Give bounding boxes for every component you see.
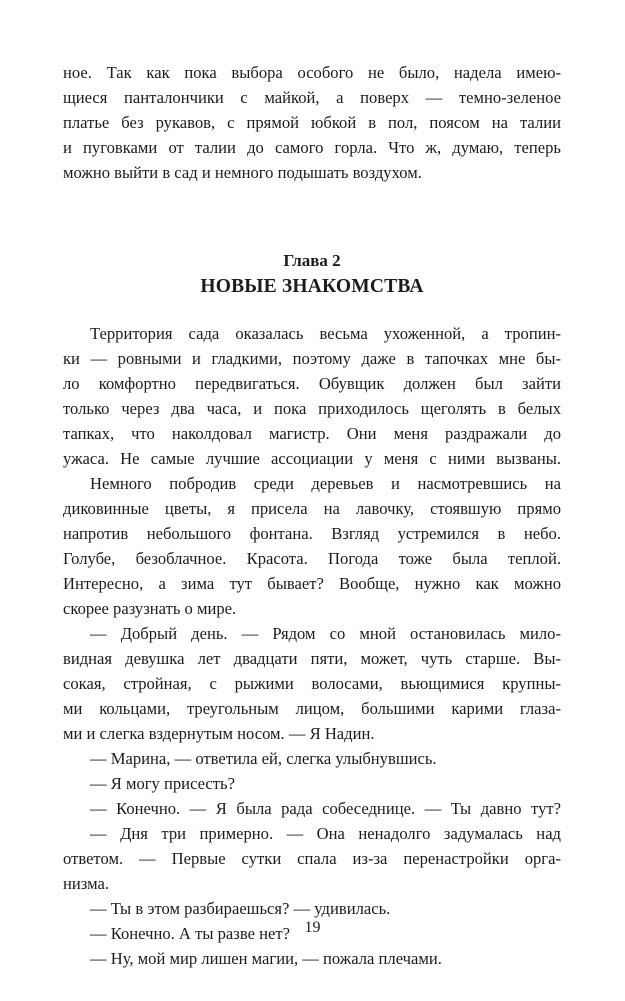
- text-line: Голубе, безоблачное. Красота. Погода тоже была теплой.: [63, 549, 561, 568]
- text-line: низма.: [63, 874, 109, 893]
- text-line: — Марина, — ответила ей, слегка улыбнувшись.: [90, 749, 437, 768]
- text-line: — Ну, мой мир лишен магии, — пожала плечами.: [90, 949, 442, 968]
- text-line: и пуговками от талии до самого горла. Что ж, думаю, теперь: [63, 138, 561, 157]
- opening-paragraph: [63, 60, 561, 185]
- text-line: диковинные цветы, я присела на лавочку, стоявшую прямо: [63, 499, 561, 518]
- paragraph: [63, 321, 561, 471]
- text-line: сокая, стройная, с рыжими волосами, вьющимися крупны-: [63, 674, 561, 693]
- text-line: ми кольцами, треугольным лицом, большими карими глаза-: [63, 699, 561, 718]
- paragraph: [63, 621, 561, 746]
- paragraph: [63, 946, 561, 971]
- paragraph: [63, 771, 561, 796]
- text-line: ужаса. Не самые лучшие ассоциации у меня с ними вызваны.: [63, 449, 561, 468]
- text-line: можно выйти в сад и немного подышать воздухом.: [63, 163, 422, 182]
- paragraph: [63, 796, 561, 821]
- paragraph: [63, 821, 561, 896]
- text-line: видная девушка лет двадцати пяти, может, чуть старше. Вы-: [63, 649, 561, 668]
- text-line: только через два часа, и пока приходилось щеголять в белых: [63, 399, 561, 418]
- text-line: — Я могу присесть?: [90, 774, 235, 793]
- book-page: [63, 60, 561, 971]
- text-line: ное. Так как пока выбора особого не было, надела имею-: [63, 63, 561, 82]
- text-line: Интересно, а зима тут бывает? Вообще, нужно как можно: [63, 574, 561, 593]
- spacer: [63, 300, 561, 321]
- text-line: — Добрый день. — Рядом со мной остановилась мило-: [90, 624, 561, 643]
- paragraph: [63, 746, 561, 771]
- text-line: ответом. — Первые сутки спала из-за перенастройки орга-: [63, 849, 561, 868]
- chapter-number: Глава 2: [283, 251, 341, 270]
- text-line: платье без рукавов, с прямой юбкой в пол, поясом на талии: [63, 113, 561, 132]
- text-line: — Конечно. А ты разве нет?: [90, 924, 290, 943]
- text-line: — Ты в этом разбираешься? — удивилась.: [90, 899, 391, 918]
- text-line: Территория сада оказалась весьма ухоженной, а тропин-: [90, 324, 561, 343]
- text-line: Немного побродив среди деревьев и насмотревшись на: [90, 474, 561, 493]
- text-line: напротив небольшого фонтана. Взгляд устремился в небо.: [63, 524, 561, 543]
- text-line: тапках, что наколдовал магистр. Они меня раздражали до: [63, 424, 561, 443]
- text-line: скорее разузнать о мире.: [63, 599, 237, 618]
- text-line: ло комфортно передвигаться. Обувщик должен был зайти: [63, 374, 561, 393]
- chapter-title: НОВЫЕ ЗНАКОМСТВА: [200, 276, 424, 297]
- paragraph: [63, 896, 561, 921]
- text-line: — Конечно. — Я была рада собеседнице. — Ты давно тут?: [90, 799, 561, 818]
- paragraph: [63, 471, 561, 621]
- spacer: [63, 185, 561, 248]
- text-line: ки — ровными и гладкими, поэтому даже в тапочках мне бы-: [63, 349, 561, 368]
- page-number: 19: [304, 919, 321, 936]
- text-line: щиеся панталончики с майкой, а поверх — темно-зеленое: [63, 88, 561, 107]
- text-line: ми и слегка вздернутым носом. — Я Надин.: [63, 724, 375, 743]
- text-line: — Дня три примерно. — Она ненадолго задумалась над: [90, 824, 561, 843]
- chapter-heading: [63, 248, 561, 300]
